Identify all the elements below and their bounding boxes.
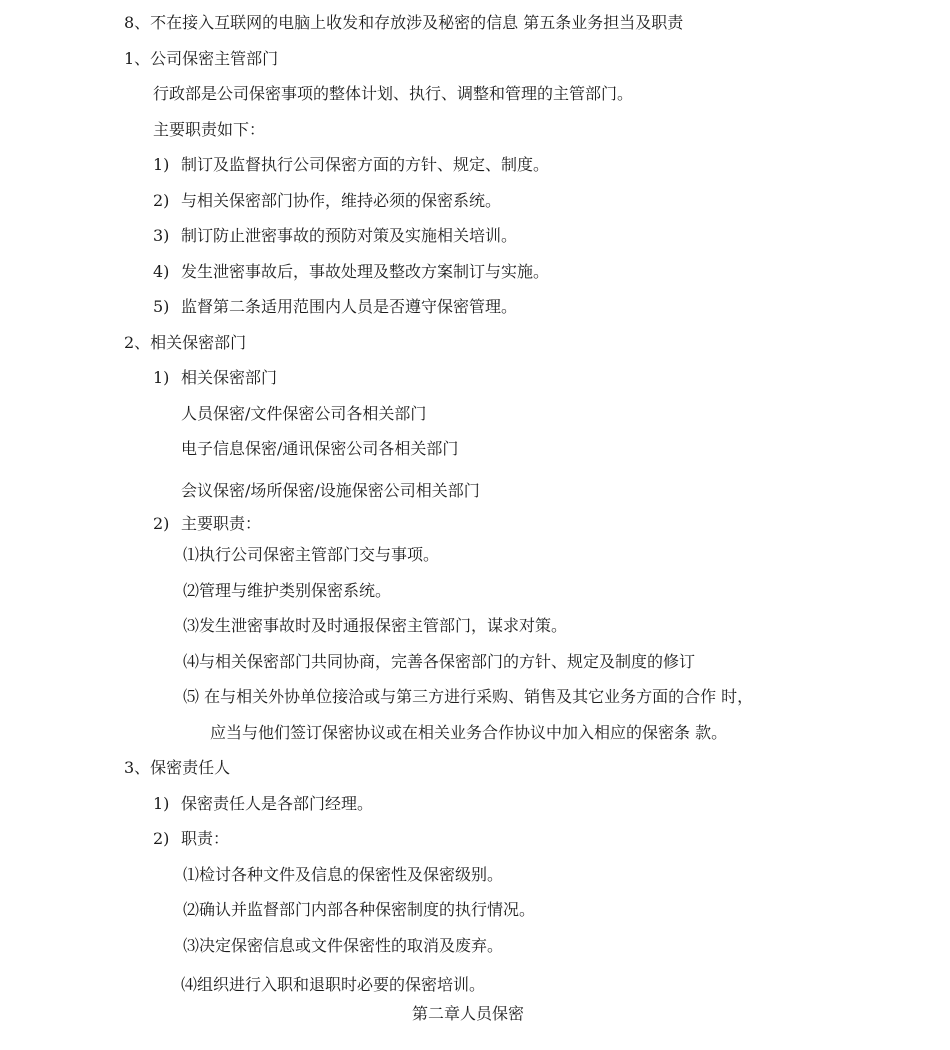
sub-list-item xyxy=(183,687,753,707)
item-text: 制订及监督执行公司保密方面的方针、规定、制度。 xyxy=(181,155,550,174)
sub-list-item xyxy=(183,900,535,920)
line-text: 第二章人员保密 xyxy=(412,1004,525,1023)
line-text: 8、不在接入互联网的电脑上收发和存放涉及秘密的信息 第五条业务担当及职责 xyxy=(124,13,684,32)
list-item xyxy=(153,514,261,534)
item-number: 1) xyxy=(153,794,170,813)
paragraph-line xyxy=(153,120,265,140)
item-text: 职责： xyxy=(181,829,230,848)
item-number: 4) xyxy=(153,262,170,281)
paragraph-line xyxy=(181,439,458,459)
sub-list-item xyxy=(181,975,485,995)
line-text: ⑴检讨各种文件及信息的保密性及保密级别。 xyxy=(183,865,504,884)
section-heading xyxy=(124,758,230,778)
sub-list-item xyxy=(183,936,503,956)
item-text: 主要职责： xyxy=(181,514,262,533)
section-heading xyxy=(124,333,246,353)
line-text: ⑸ 在与相关外协单位接洽或与第三方进行采购、销售及其它业务方面的合作 时， xyxy=(183,687,754,706)
line-text: 会议保密/场所保密/设施保密公司相关部门 xyxy=(181,481,480,500)
item-text: 发生泄密事故后，事故处理及整改方案制订与实施。 xyxy=(181,262,550,281)
list-item xyxy=(153,794,373,814)
item-text: 制订防止泄密事故的预防对策及实施相关培训。 xyxy=(181,226,518,245)
line-text: 电子信息保密/通讯保密公司各相关部门 xyxy=(181,439,459,458)
line-text: 主要职责如下： xyxy=(153,120,266,139)
paragraph-line xyxy=(124,13,683,33)
sub-list-item xyxy=(183,581,391,601)
section-heading xyxy=(124,49,278,69)
line-text: ⑷组织进行入职和退职时必要的保密培训。 xyxy=(181,975,486,994)
line-text: 3、保密责任人 xyxy=(124,758,231,777)
paragraph-line xyxy=(210,723,727,743)
line-text: 应当与他们签订保密协议或在相关业务合作协议中加入相应的保密条 款。 xyxy=(210,723,728,742)
list-item xyxy=(153,191,501,211)
sub-list-item xyxy=(183,616,567,636)
line-text: ⑶发生泄密事故时及时通报保密主管部门，谋求对策。 xyxy=(183,616,568,635)
list-item xyxy=(153,829,229,849)
item-number: 1) xyxy=(153,155,170,174)
item-text: 保密责任人是各部门经理。 xyxy=(181,794,374,813)
item-number: 2) xyxy=(153,191,170,210)
item-text: 与相关保密部门协作，维持必须的保密系统。 xyxy=(181,191,502,210)
list-item xyxy=(153,155,549,175)
line-text: ⑷与相关保密部门共同协商，完善各保密部门的方针、规定及制度的修订 xyxy=(183,652,696,671)
list-item xyxy=(153,368,277,388)
item-number: 2) xyxy=(153,514,170,533)
item-text: 监督第二条适用范围内人员是否遵守保密管理。 xyxy=(181,297,518,316)
sub-list-item xyxy=(183,865,503,885)
item-number: 5) xyxy=(153,297,170,316)
line-text: ⑶决定保密信息或文件保密性的取消及废弃。 xyxy=(183,936,504,955)
list-item xyxy=(153,297,517,317)
line-text: ⑵管理与维护类别保密系统。 xyxy=(183,581,392,600)
item-number: 1) xyxy=(153,368,170,387)
sub-list-item xyxy=(183,545,439,565)
line-text: 行政部是公司保密事项的整体计划、执行、调整和管理的主管部门。 xyxy=(153,84,634,103)
line-text: 1、公司保密主管部门 xyxy=(124,49,279,68)
list-item xyxy=(153,262,549,282)
sub-list-item xyxy=(183,652,695,672)
item-number: 3) xyxy=(153,226,170,245)
paragraph-line xyxy=(181,404,426,424)
line-text: ⑴执行公司保密主管部门交与事项。 xyxy=(183,545,440,564)
item-text: 相关保密部门 xyxy=(181,368,278,387)
list-item xyxy=(153,226,517,246)
paragraph-line xyxy=(153,84,633,104)
line-text: 人员保密/文件保密公司各相关部门 xyxy=(181,404,427,423)
paragraph-line xyxy=(181,481,480,501)
item-number: 2) xyxy=(153,829,170,848)
line-text: ⑵确认并监督部门内部各种保密制度的执行情况。 xyxy=(183,900,536,919)
line-text: 2、相关保密部门 xyxy=(124,333,247,352)
chapter-heading xyxy=(412,1004,524,1024)
